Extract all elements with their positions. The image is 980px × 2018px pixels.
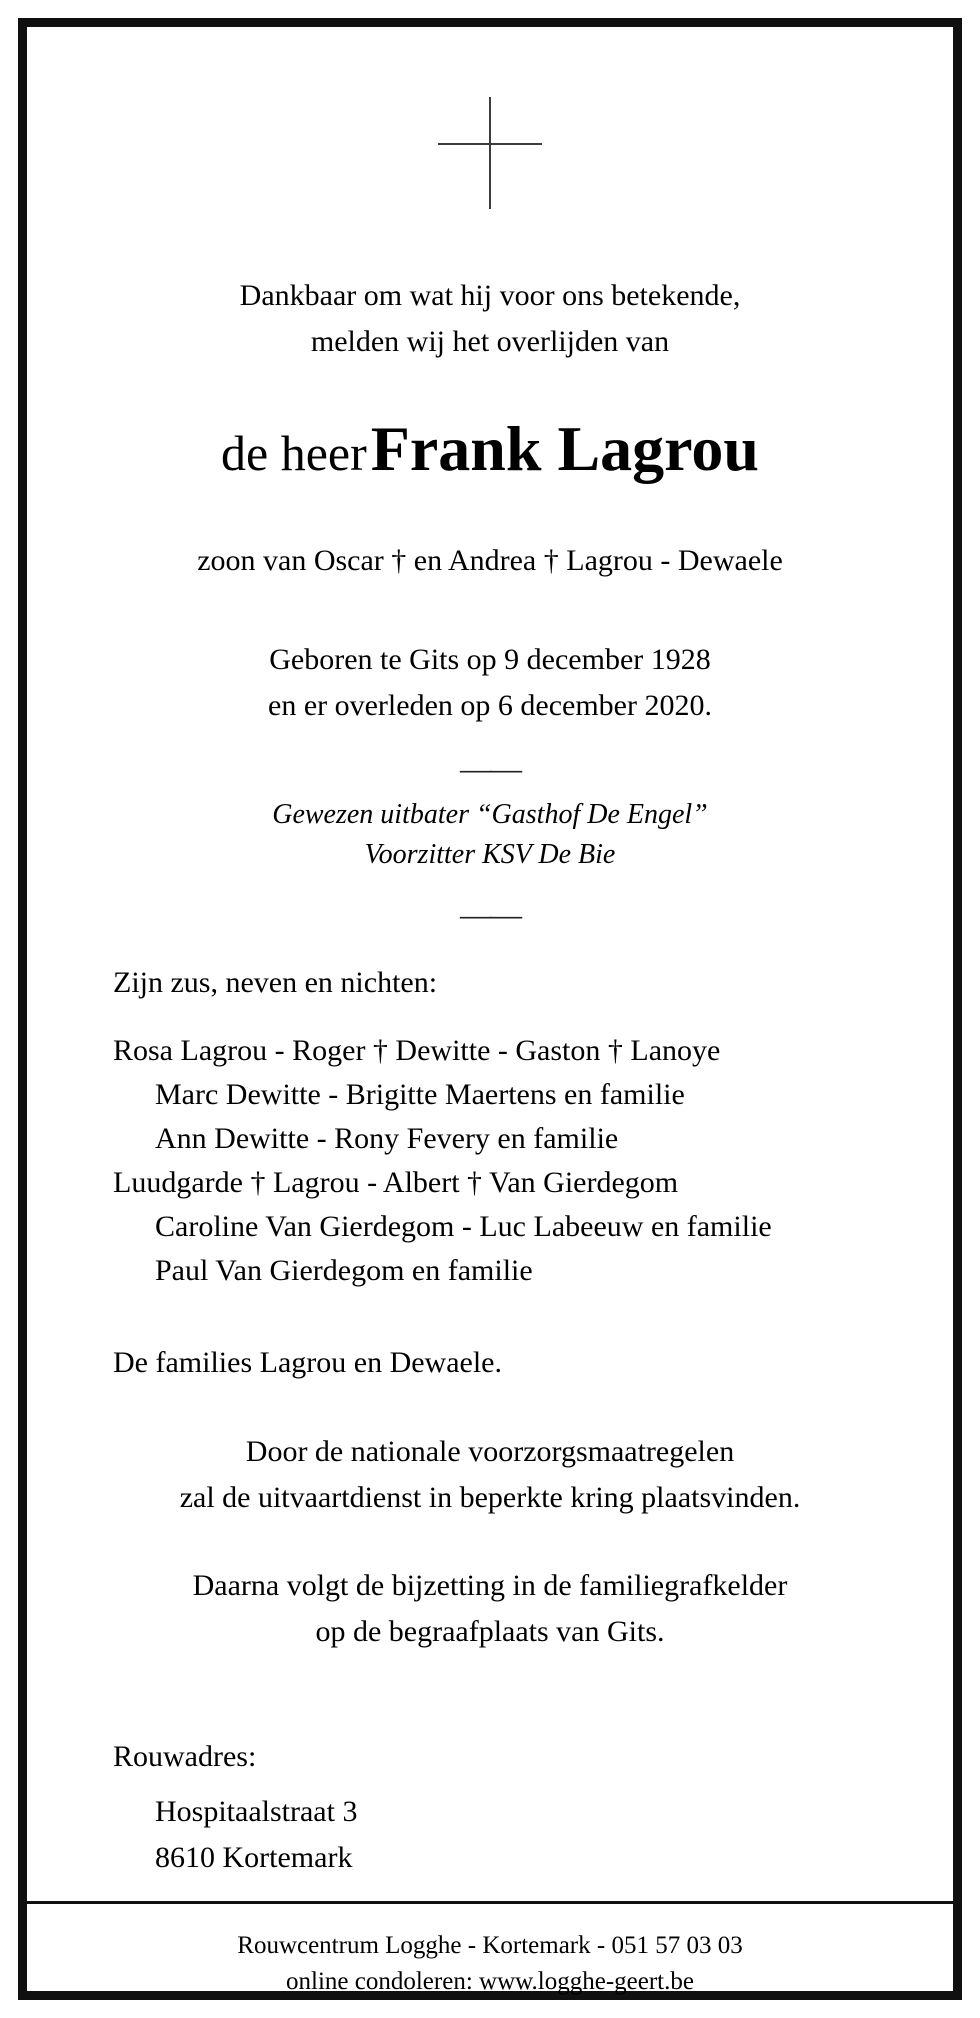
- cross-icon: [438, 97, 542, 209]
- footer: [27, 1928, 953, 2000]
- cross-wrap: [27, 97, 953, 209]
- burial-notice: [27, 1563, 953, 1655]
- burial-line: Daarna volgt de bijzetting in de familiegrafkelder: [192, 1569, 788, 1602]
- deceased-title-prefix: de heer: [221, 425, 367, 481]
- funeral-home-line: Rouwcentrum Logghe - Kortemark - 051 57 03 03: [237, 1932, 743, 1959]
- section-divider: ——: [460, 750, 520, 786]
- relative-line: Caroline Van Gierdegom - Luc Labeeuw en familie: [155, 1210, 772, 1243]
- covid-line: Door de nationale voorzorgsmaatregelen: [245, 1435, 735, 1468]
- birth-line: Geboren te Gits op 9 december 1928: [269, 643, 711, 676]
- roles-text: [27, 795, 953, 875]
- condolence-website-line: online condoleren: www.logghe-geert.be: [286, 1968, 694, 1995]
- relatives-list: [27, 1029, 953, 1293]
- deceased-name: Frank Lagrou: [370, 413, 759, 484]
- mourning-address-label: Rouwadres:: [113, 1740, 257, 1773]
- cross-vertical-bar: [489, 97, 491, 209]
- families-line: De families Lagrou en Dewaele.: [113, 1346, 502, 1379]
- intro-text: [27, 273, 953, 365]
- deceased-title: [27, 411, 953, 503]
- death-line: en er overleden op 6 december 2020.: [268, 689, 712, 722]
- burial-line: op de begraafplaats van Gits.: [315, 1615, 665, 1648]
- address-street-line: Hospitaalstraat 3: [155, 1795, 358, 1828]
- relative-line: Marc Dewitte - Brigitte Maertens en familie: [155, 1078, 685, 1111]
- role-line: Gewezen uitbater “Gasthof De Engel”: [272, 799, 708, 830]
- relative-line: Paul Van Gierdegom en familie: [155, 1254, 533, 1287]
- footer-separator-rule: [27, 1901, 953, 1904]
- section-divider: ——: [460, 896, 520, 932]
- parents-line: zoon van Oscar † en Andrea † Lagrou - Dewaele: [197, 544, 783, 577]
- relative-line: Ann Dewitte - Rony Fevery en familie: [155, 1122, 619, 1155]
- relatives-heading: Zijn zus, neven en nichten:: [113, 966, 438, 999]
- covid-line: zal de uitvaartdienst in beperkte kring plaatsvinden.: [179, 1481, 801, 1514]
- cross-horizontal-bar: [438, 143, 542, 145]
- relative-line: Luudgarde † Lagrou - Albert † Van Gierdegom: [113, 1166, 679, 1199]
- covid-notice: [27, 1429, 953, 1521]
- address-city-line: 8610 Kortemark: [155, 1841, 353, 1874]
- notice-content: [27, 27, 953, 1995]
- relative-line: Rosa Lagrou - Roger † Dewitte - Gaston † Lanoye: [113, 1034, 721, 1067]
- intro-line: Dankbaar om wat hij voor ons betekende,: [239, 279, 741, 312]
- mourning-address: [27, 1789, 953, 1881]
- role-line: Voorzitter KSV De Bie: [364, 839, 616, 870]
- intro-line: melden wij het overlijden van: [310, 325, 670, 358]
- birth-death-dates: [27, 637, 953, 729]
